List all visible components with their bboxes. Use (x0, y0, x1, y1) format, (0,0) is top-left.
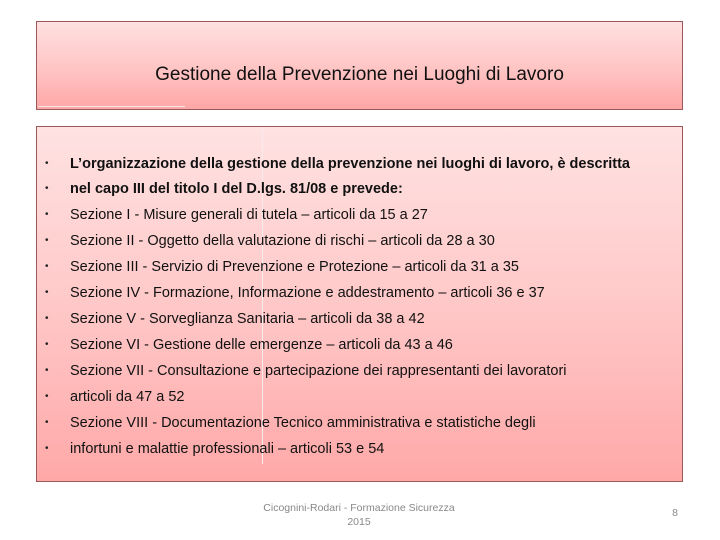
bullet-icon: • (45, 339, 49, 350)
bullet-item-sezione-4 (37, 280, 677, 306)
bullet-item-sezione-8 (37, 410, 677, 436)
bullet-icon: • (45, 209, 49, 220)
bullet-text: nel capo III del titolo I del D.lgs. 81/08 e prevede: (70, 181, 403, 197)
bullet-icon: • (45, 235, 49, 246)
bullet-text: Sezione V - Sorveglianza Sanitaria – articoli da 38 a 42 (70, 311, 425, 327)
bullet-item-sezione-3 (37, 254, 677, 280)
bullet-text: Sezione VI - Gestione delle emergenze – articoli da 43 a 46 (70, 337, 453, 353)
footer-text (240, 501, 478, 529)
bullet-text: L’organizzazione della gestione della prevenzione nei luoghi di lavoro, è descritta (70, 156, 630, 172)
bullet-text: Sezione I - Misure generali di tutela – articoli da 15 a 27 (70, 207, 428, 223)
bullet-item-sezione-7-articoli (37, 384, 677, 410)
title-underline-decoration (38, 106, 185, 107)
bullet-text: Sezione VII - Consultazione e partecipazione dei rappresentanti dei lavoratori (70, 363, 567, 379)
bullet-item-sezione-7 (37, 358, 677, 384)
page-number: 8 (672, 507, 678, 519)
bullet-icon: • (45, 391, 49, 402)
title-box (36, 21, 683, 110)
footer-line-2: 2015 (347, 516, 371, 528)
bullet-text: Sezione IV - Formazione, Informazione e addestramento – articoli 36 e 37 (70, 285, 545, 301)
bullet-icon: • (45, 443, 49, 454)
bullet-icon: • (45, 313, 49, 324)
bullet-item-intro (37, 151, 677, 177)
bullet-text: infortuni e malattie professionali – articoli 53 e 54 (70, 441, 385, 457)
bullet-item-intro-continued (37, 176, 677, 202)
footer-line-1: Cicognini-Rodari - Formazione Sicurezza (263, 502, 455, 514)
bullet-item-sezione-2 (37, 228, 677, 254)
bullet-list (37, 151, 677, 462)
bullet-icon: • (45, 365, 49, 376)
bullet-text: Sezione III - Servizio di Prevenzione e Protezione – articoli da 31 a 35 (70, 259, 519, 275)
bullet-item-sezione-5 (37, 306, 677, 332)
bullet-icon: • (45, 417, 49, 428)
bullet-item-sezione-6 (37, 332, 677, 358)
bullet-text: articoli da 47 a 52 (70, 389, 185, 405)
bullet-text: Sezione II - Oggetto della valutazione di rischi – articoli da 28 a 30 (70, 233, 495, 249)
bullet-icon: • (45, 287, 49, 298)
slide-title: Gestione della Prevenzione nei Luoghi di Lavoro (155, 64, 564, 85)
bullet-item-sezione-1 (37, 202, 677, 228)
bullet-text: Sezione VIII - Documentazione Tecnico amministrativa e statistiche degli (70, 415, 536, 431)
content-box (36, 126, 683, 482)
bullet-item-sezione-8-continued (37, 436, 677, 462)
bullet-icon: • (45, 261, 49, 272)
bullet-icon: • (45, 158, 49, 169)
bullet-icon: • (45, 183, 49, 194)
